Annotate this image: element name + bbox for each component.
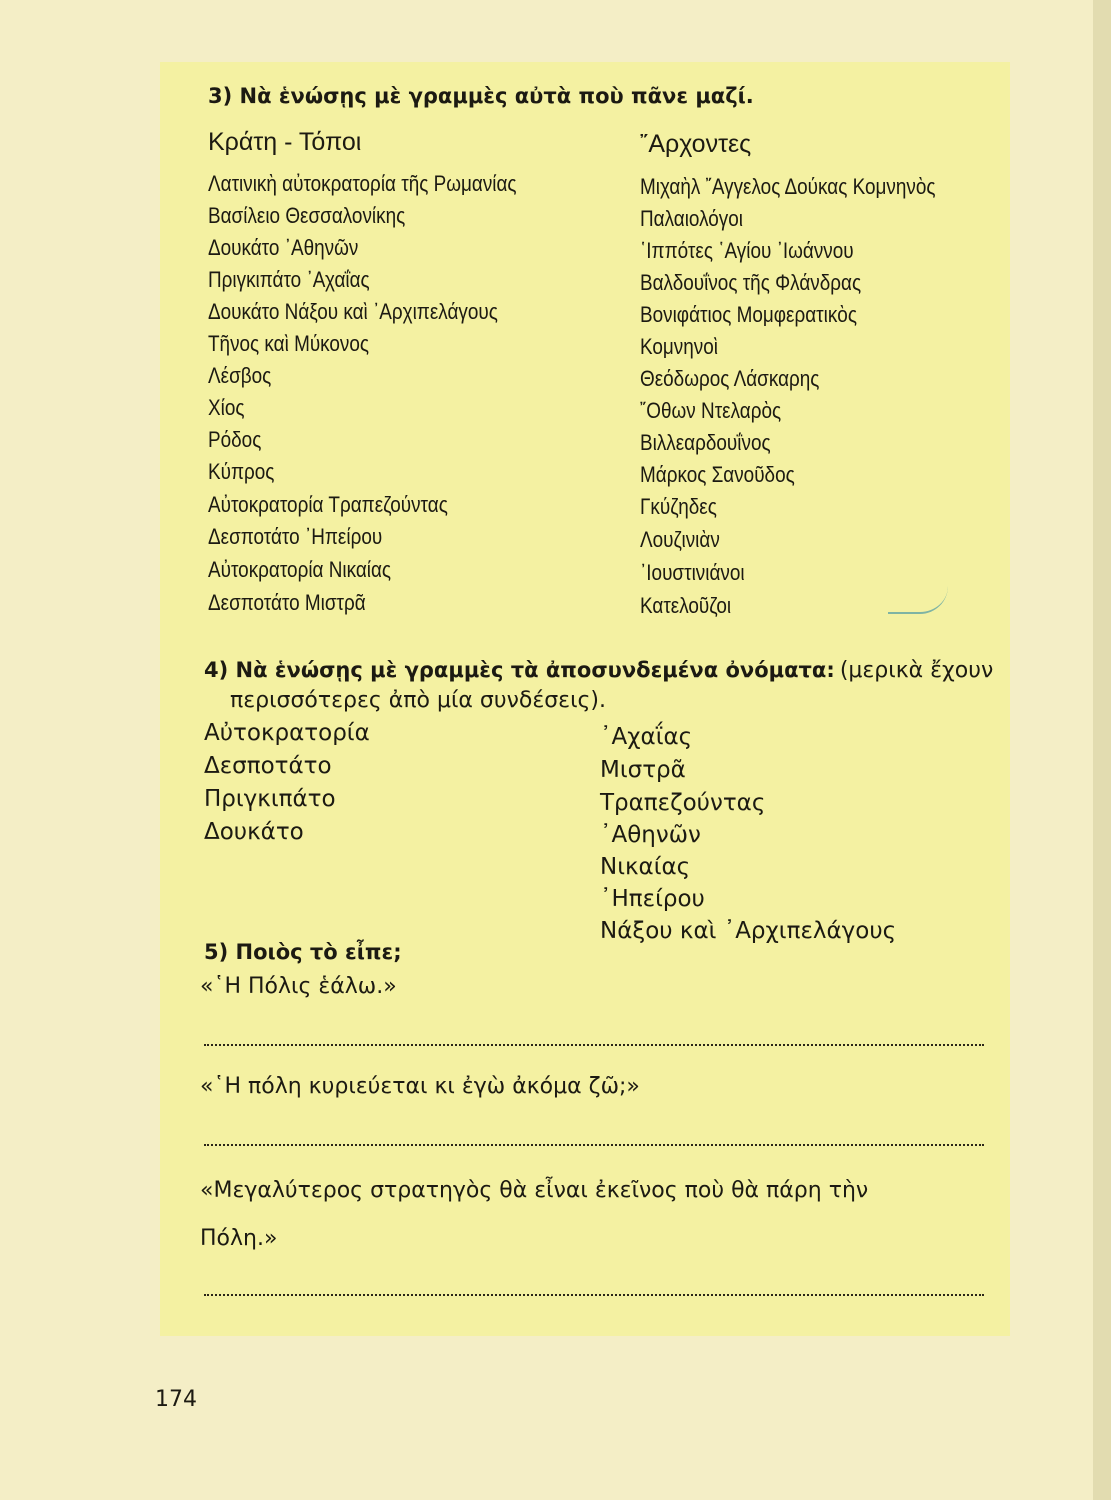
list-item: Νικαίας [600, 854, 691, 880]
list-item: ᾿Αθηνῶν [600, 822, 701, 848]
list-item: Πριγκιπάτο ᾿Αχαΐας [208, 267, 370, 292]
exercise-3-heading: 3) Νὰ ἑνώσῃς μὲ γραμμὲς αὐτὰ ποὺ πᾶνε μαζί. [208, 84, 754, 108]
list-item: Μιχαὴλ ῎Αγγελος Δούκας Κομνηνὸς [640, 174, 936, 199]
list-item: ᾿Ηπείρου [600, 886, 705, 912]
list-item: Ρόδος [208, 427, 262, 452]
list-item: Δουκάτο [204, 819, 304, 845]
list-item: Μιστρᾶ [600, 757, 686, 783]
list-item: Αὐτοκρατορία Νικαίας [208, 557, 392, 582]
exercise-5-heading: 5) Ποιὸς τὸ εἶπε; [204, 940, 402, 964]
list-item: Αὐτοκρατορία [204, 720, 370, 746]
list-item: Δουκάτο Νάξου καὶ ᾿Αρχιπελάγους [208, 299, 498, 324]
answer-line-2[interactable] [204, 1144, 984, 1146]
list-item: ῎Οθων Ντελαρὸς [640, 398, 782, 423]
list-item: Δουκάτο ᾿Αθηνῶν [208, 235, 359, 260]
list-item: Τραπεζούντας [600, 790, 766, 816]
quote-3-line-1: «Μεγαλύτερος στρατηγὸς θὰ εἶναι ἐκεῖνος ποὺ θὰ πάρη τὴν [200, 1178, 869, 1203]
list-item: Βιλλεαρδουΐνος [640, 430, 771, 455]
quote-3-line-2: Πόλη.» [200, 1226, 278, 1251]
states-column-header: Κράτη - Τόποι [208, 128, 362, 156]
list-item: Αὐτοκρατορία Τραπεζούντας [208, 492, 448, 517]
list-item: ῾Ιππότες ῾Αγίου ᾿Ιωάννου [640, 238, 854, 263]
exercise-4-heading-bold: 4) Νὰ ἑνώσῃς μὲ γραμμὲς τὰ ἀποσυνδεμένα ὀνόματα: [204, 658, 835, 682]
list-item: Γκύζηδες [640, 494, 717, 519]
list-item: Βασίλειο Θεσσαλονίκης [208, 203, 406, 228]
page-edge [1093, 0, 1111, 1500]
list-item: Κομνηνοὶ [640, 334, 718, 359]
list-item: Βονιφάτιος Μομφερατικὸς [640, 302, 857, 327]
answer-line-3[interactable] [204, 1294, 984, 1296]
list-item: Κύπρος [208, 459, 275, 484]
list-item: ᾿Ιουστινιάνοι [640, 560, 745, 585]
list-item: Πριγκιπάτο [204, 786, 336, 812]
list-item: ᾿Αχαΐας [600, 724, 693, 750]
list-item: Λατινικὴ αὐτοκρατορία τῆς Ρωμανίας [208, 171, 517, 196]
list-item: Λέσβος [208, 363, 272, 388]
list-item: Μάρκος Σανοῦδος [640, 462, 795, 487]
list-item: Χίος [208, 395, 245, 420]
list-item: Παλαιολόγοι [640, 206, 743, 231]
quote-1: «῾Η Πόλις ἑάλω.» [200, 974, 397, 999]
list-item: Τῆνος καὶ Μύκονος [208, 331, 370, 356]
page-number: 174 [155, 1387, 197, 1412]
list-item: Θεόδωρος Λάσκαρης [640, 366, 820, 391]
list-item: Δεσποτάτο [204, 753, 332, 779]
list-item: Δεσποτάτο ᾿Ηπείρου [208, 524, 383, 549]
answer-line-1[interactable] [204, 1044, 984, 1046]
rulers-column-header: ῎Αρχοντες [640, 130, 752, 158]
list-item: Κατελοῦζοι [640, 593, 732, 618]
list-item: Δεσποτάτο Μιστρᾶ [208, 590, 366, 615]
list-item: Βαλδουΐνος τῆς Φλάνδρας [640, 270, 862, 295]
exercise-4-heading-line2: περισσότερες ἀπὸ μία συνδέσεις). [230, 688, 607, 713]
exercise-4-heading-note: (μερικὰ ἔχουν [839, 658, 994, 683]
list-item: Νάξου καὶ ᾿Αρχιπελάγους [600, 918, 897, 944]
exercise-4-heading [204, 658, 993, 683]
quote-2: «῾Η πόλη κυριεύεται κι ἐγὼ ἀκόμα ζῶ;» [200, 1074, 640, 1099]
list-item: Λουζινιὰν [640, 527, 720, 552]
